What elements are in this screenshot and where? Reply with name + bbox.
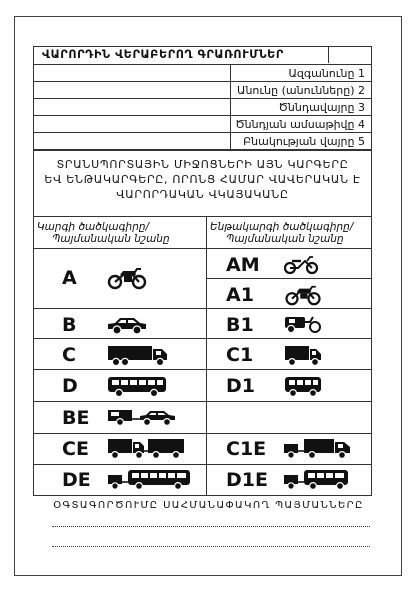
left-column-header-2: Պայմանական նշանը	[52, 233, 170, 245]
field-label-residence: Բնակության վայրը 5	[243, 135, 365, 148]
subcategory-code-d1: D1	[226, 375, 255, 397]
field-row-name	[34, 81, 371, 98]
minibus-icon	[283, 374, 323, 398]
quadricycle-icon	[283, 313, 323, 335]
field-label-birthdate: Ծննդյան ամսաթիվը 4	[235, 118, 365, 131]
category-code-de: DE	[62, 469, 91, 491]
right-column-header-1: Ենթակարգի ծածկագիրը/	[210, 221, 354, 233]
subcategory-code-d1e: D1E	[226, 469, 268, 491]
light-truck-icon	[283, 343, 323, 367]
categories-headline-2: ԵՎ ԵՆԹԱԿԱՐԳԵՐԸ, ՈՐՈՆՑ ՀԱՄԱՐ ՎԱՎԵՐԱԿԱՆ Է	[44, 173, 361, 186]
moped-icon	[283, 255, 319, 275]
categories-headline-1: ՏՐԱՆՍՊՈՐՏԱՅԻՆ ՄԻՋՈՑՆԵՐԻ ԱՅՆ ԿԱՐԳԵՐԸ	[56, 158, 349, 171]
category-code-d: D	[62, 375, 78, 397]
driver-details-title-row	[34, 47, 371, 64]
bus-icon	[106, 374, 168, 398]
driver-details-table	[33, 46, 372, 150]
subcategory-code-a1: A1	[226, 284, 254, 306]
category-code-b: B	[62, 314, 77, 336]
restrictions-line-1	[52, 526, 370, 527]
category-code-ce: CE	[62, 438, 89, 460]
restrictions-label: ՕԳՏԱԳՈՐԾՈՒՄԸ ՍԱՀՄԱՆԱՓԱԿՈՂ ՊԱՅՄԱՆՆԵՐԸ	[53, 500, 364, 511]
field-label-surname: Ազգանունը 1	[288, 67, 365, 80]
title-side-box	[328, 47, 371, 63]
bus-with-trailer-icon	[106, 467, 192, 491]
restrictions-line-2	[52, 546, 370, 547]
light-motorcycle-icon	[283, 284, 323, 306]
truck-icon	[106, 343, 170, 367]
subcategory-code-am: AM	[226, 254, 260, 276]
field-row-residence	[34, 132, 371, 149]
category-code-c: C	[62, 344, 76, 366]
field-label-birthplace: Ծննդավայրը 3	[278, 101, 365, 114]
category-code-a: A	[62, 267, 77, 289]
driver-details-title: ՎԱՐՈՐԴԻՆ ՎԵՐԱԲԵՐՈՂ ԳՐԱՌՈՒՄՆԵՐ	[42, 48, 284, 61]
car-with-trailer-icon	[106, 406, 178, 428]
field-label-name: Անունը (անունները) 2	[237, 84, 365, 97]
category-code-be: BE	[62, 407, 90, 429]
subcategory-code-c1e: C1E	[226, 438, 267, 460]
car-icon	[106, 315, 148, 335]
truck-with-trailer-icon	[106, 436, 186, 460]
motorcycle-icon	[106, 266, 148, 290]
categories-headline-3: ՎԱՐՈՐԴԱԿԱՆ ՎԿԱՅԱԿԱՆԸ	[116, 188, 289, 201]
subcategory-code-c1: C1	[226, 344, 254, 366]
subcategory-code-b1: B1	[226, 314, 254, 336]
left-column-header-1: Կարգի ծածկագիրը/	[37, 221, 150, 233]
right-column-header-2: Պայմանական նշանը	[226, 233, 344, 245]
vehicle-categories-table	[33, 150, 372, 496]
field-row-surname	[34, 64, 371, 81]
minibus-with-trailer-icon	[282, 467, 354, 491]
light-truck-with-trailer-icon	[282, 436, 354, 460]
field-row-birthdate	[34, 115, 371, 132]
field-row-birthplace	[34, 98, 371, 115]
